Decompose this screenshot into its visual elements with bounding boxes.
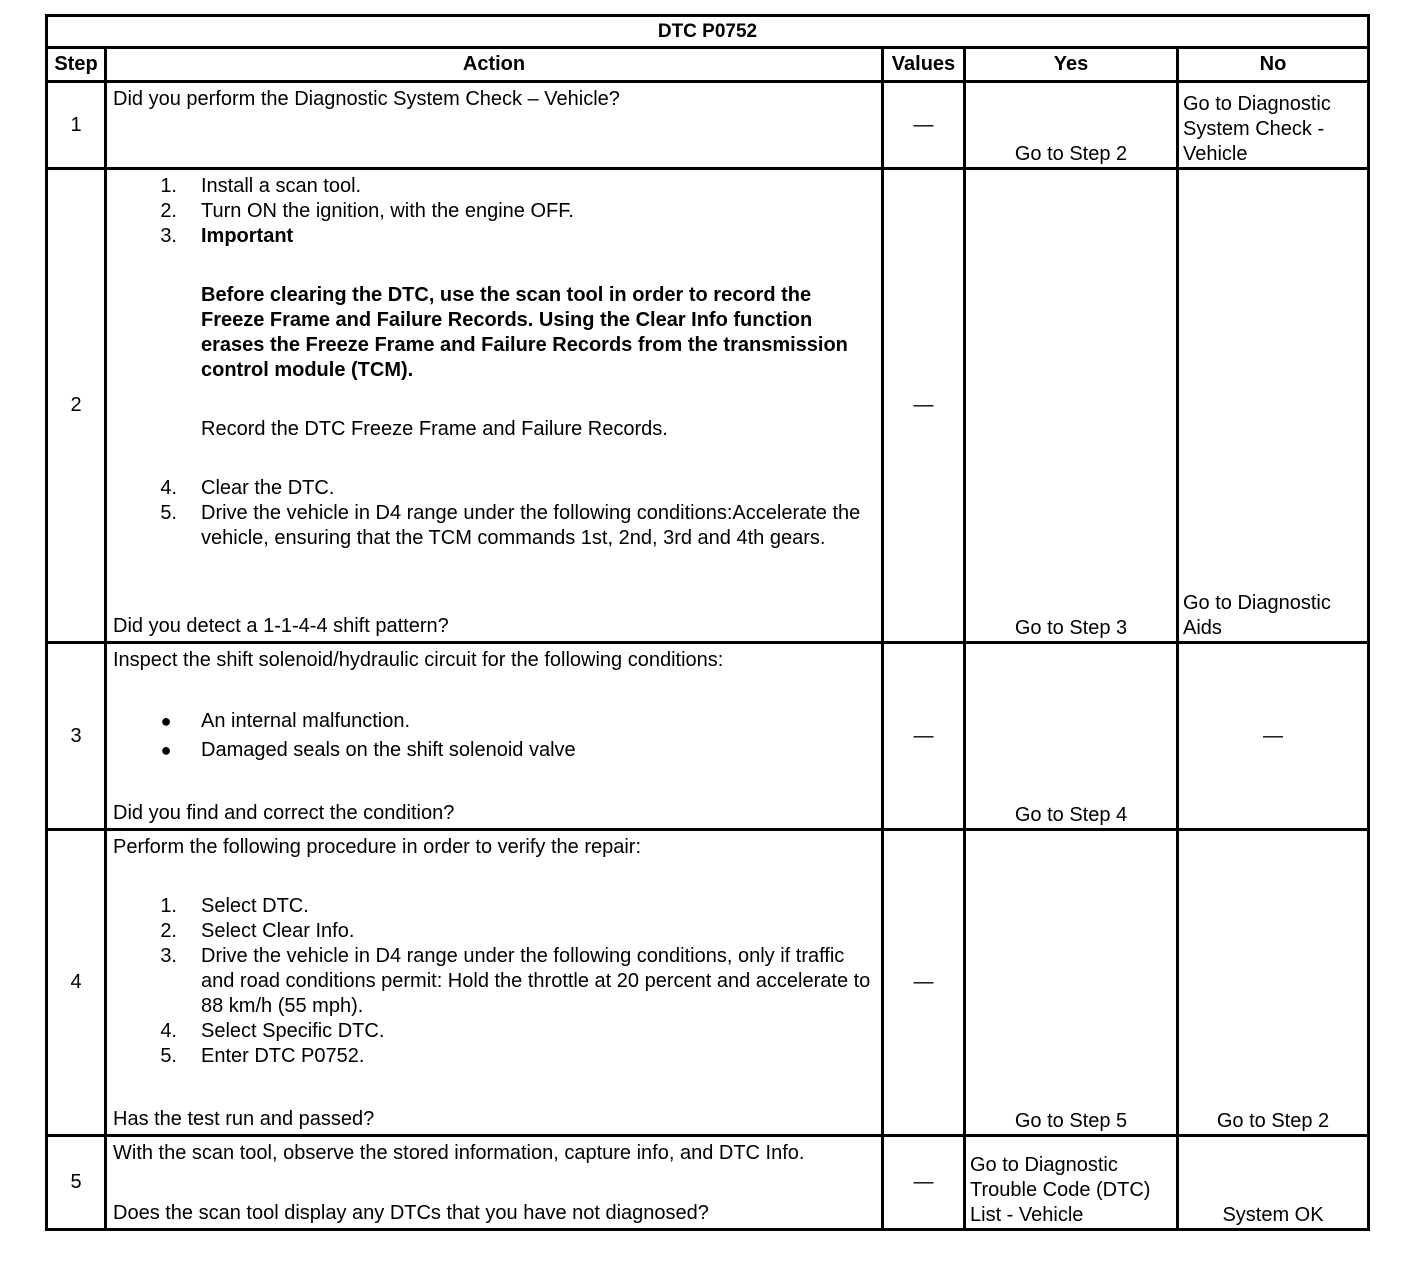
header-values: Values	[883, 48, 965, 82]
table-row-step-4	[47, 830, 1369, 1136]
action-cell	[106, 82, 883, 169]
conditions-list	[113, 707, 875, 765]
header-step: Step	[47, 48, 106, 82]
table-row-step-5	[47, 1136, 1369, 1230]
values-cell: —	[883, 830, 965, 1136]
list-item: 2. Turn ON the ignition, with the engine OFF.	[160, 200, 574, 222]
list-item: 1. Install a scan tool.	[160, 175, 362, 197]
important-label: Important	[201, 225, 294, 247]
header-no: No	[1178, 48, 1369, 82]
question-text: Did you find and correct the condition?	[113, 802, 455, 824]
yes-link[interactable]: Go to Step 5	[965, 830, 1178, 1136]
action-cell	[106, 830, 883, 1136]
no-link[interactable]: Go to Step 2	[1178, 830, 1369, 1136]
procedure-list-continued	[113, 476, 875, 551]
list-item: 5. Drive the vehicle in D4 range under the following conditions:Accelerate the vehicle, ensuring that the TCM commands 1st, 2nd, 3rd and 4th gears.	[160, 502, 861, 549]
list-item: 5. Enter DTC P0752.	[160, 1045, 365, 1067]
question-text: Did you detect a 1-1-4-4 shift pattern?	[113, 615, 449, 637]
question-text: Does the scan tool display any DTCs that you have not diagnosed?	[113, 1202, 709, 1224]
list-item: 3. Drive the vehicle in D4 range under the following conditions, only if traffic and road conditions permit: Hold the throttle at 20 percent and accelerate to 88 km/h (55 mph).	[160, 945, 871, 1017]
yes-link[interactable]: Go to Step 3	[965, 169, 1178, 643]
intro-text: Perform the following procedure in order to verify the repair:	[113, 836, 642, 858]
values-cell: —	[883, 1136, 965, 1230]
step-number: 1	[47, 82, 106, 169]
values-cell: —	[883, 82, 965, 169]
values-cell: —	[883, 643, 965, 830]
verify-procedure-list	[113, 894, 875, 1069]
important-note: Before clearing the DTC, use the scan tool in order to record the Freeze Frame and Failure Records. Using the Clear Info function erases the Freeze Frame and Failure Records from the transmission control module (TCM).	[201, 284, 848, 381]
procedure-list	[113, 174, 875, 249]
list-item: 4. Clear the DTC.	[160, 477, 335, 499]
step-number: 4	[47, 830, 106, 1136]
yes-link[interactable]: Go to Step 2	[965, 82, 1178, 169]
table-title: DTC P0752	[47, 16, 1369, 48]
yes-link[interactable]: Go to Diagnostic Trouble Code (DTC) List - Vehicle	[965, 1136, 1178, 1230]
action-cell	[106, 643, 883, 830]
step-number: 2	[47, 169, 106, 643]
yes-link[interactable]: Go to Step 4	[965, 643, 1178, 830]
header-yes: Yes	[965, 48, 1178, 82]
record-text: Record the DTC Freeze Frame and Failure Records.	[201, 418, 668, 440]
step-number: 3	[47, 643, 106, 830]
values-cell: —	[883, 169, 965, 643]
table-row-step-2	[47, 169, 1369, 643]
dtc-table	[45, 14, 1370, 1231]
no-link[interactable]: Go to Diagnostic System Check - Vehicle	[1178, 82, 1369, 169]
list-item: 3. Important	[113, 224, 875, 249]
no-text: System OK	[1178, 1136, 1369, 1230]
question-text: Did you perform the Diagnostic System Check – Vehicle?	[113, 88, 620, 110]
list-item: ● Damaged seals on the shift solenoid valve	[160, 739, 576, 761]
header-row	[47, 48, 1369, 82]
step-number: 5	[47, 1136, 106, 1230]
intro-text: Inspect the shift solenoid/hydraulic circuit for the following conditions:	[113, 649, 724, 671]
question-text: Has the test run and passed?	[113, 1108, 375, 1130]
list-item: ● An internal malfunction.	[160, 710, 411, 732]
action-cell	[106, 169, 883, 643]
table-row-step-3	[47, 643, 1369, 830]
list-item: 4. Select Specific DTC.	[160, 1020, 385, 1042]
list-item: 2. Select Clear Info.	[160, 920, 355, 942]
header-action: Action	[106, 48, 883, 82]
table-row-step-1	[47, 82, 1369, 169]
title-row	[47, 16, 1369, 48]
list-item: 1. Select DTC.	[160, 895, 309, 917]
action-cell	[106, 1136, 883, 1230]
no-cell: —	[1178, 643, 1369, 830]
intro-text: With the scan tool, observe the stored information, capture info, and DTC Info.	[113, 1142, 805, 1164]
no-link[interactable]: Go to Diagnostic Aids	[1178, 169, 1369, 643]
